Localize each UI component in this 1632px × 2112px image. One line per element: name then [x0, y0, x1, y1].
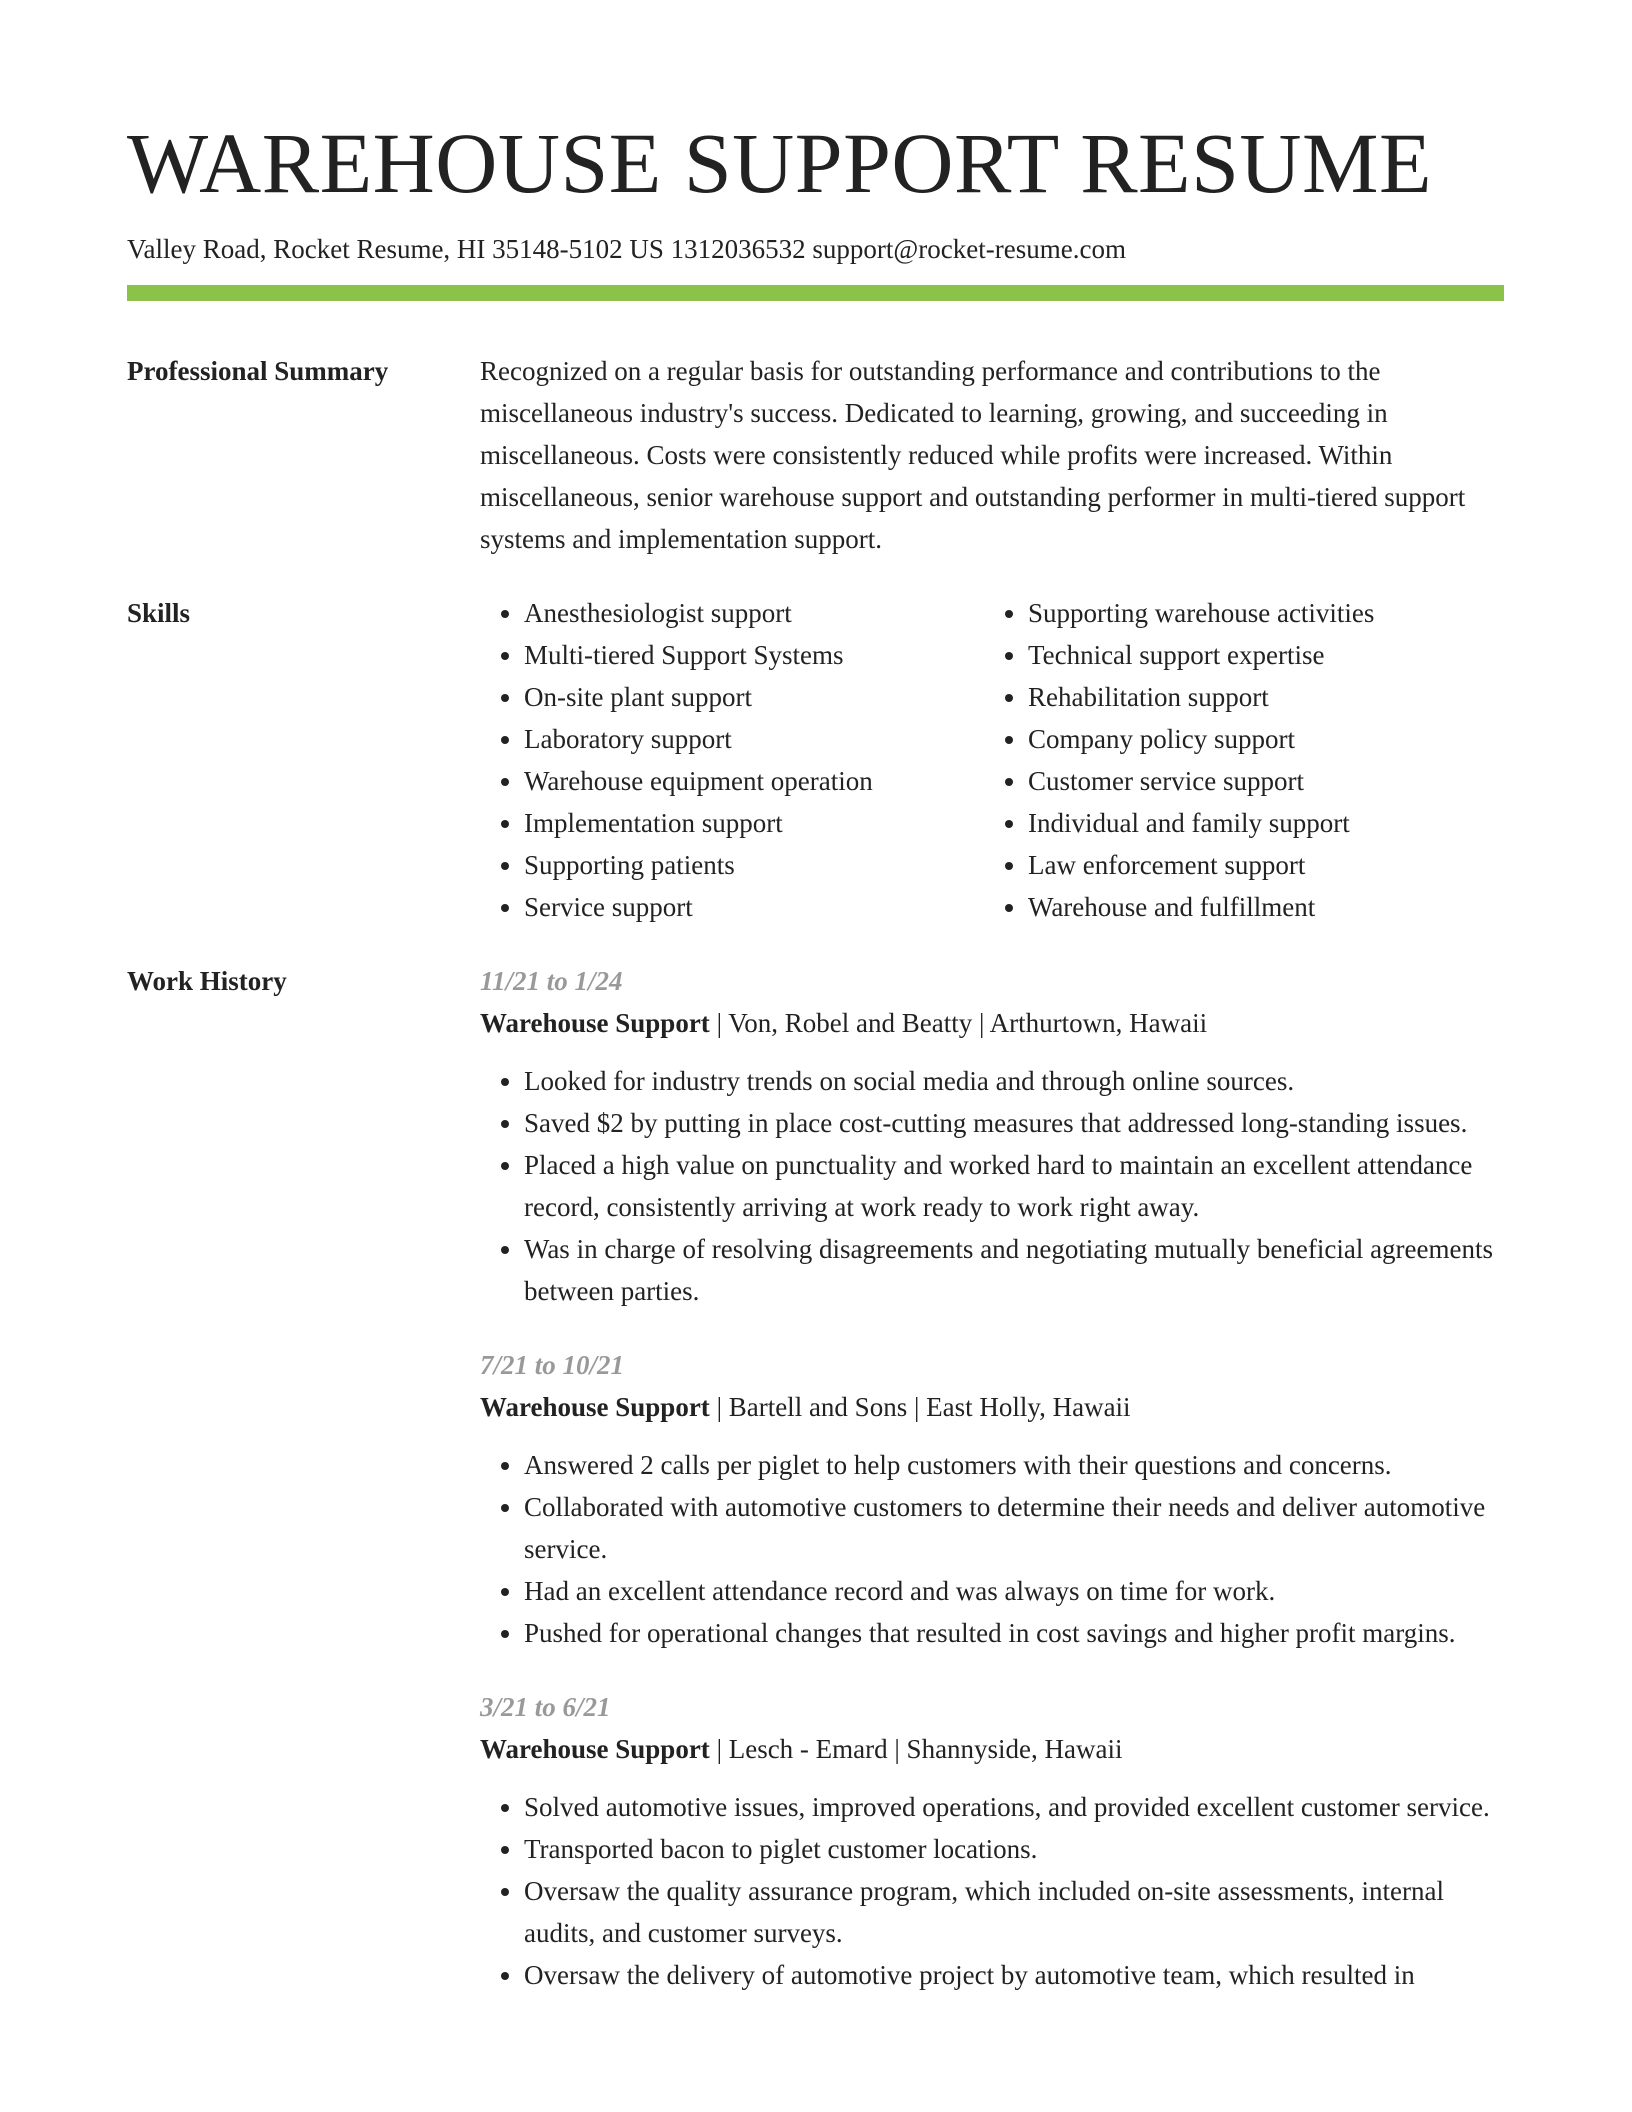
- job-bullet: • Oversaw the delivery of automotive project by automotive team, which resulted in: [524, 1954, 1504, 1996]
- skills-body: [480, 592, 1504, 928]
- job-bullet: • Saved $2 by putting in place cost-cutting measures that addressed long-standing issues.: [524, 1102, 1504, 1144]
- job-bullet: • Placed a high value on punctuality and worked hard to maintain an excellent attendance record, consistently arriving at work ready to work right away.: [524, 1144, 1504, 1228]
- job-employer-location: | Lesch - Emard | Shannyside, Hawaii: [709, 1734, 1123, 1764]
- job-heading: [480, 1002, 1504, 1044]
- job-bullet: • Oversaw the quality assurance program, which included on-site assessments, internal audits, and customer surveys.: [524, 1870, 1504, 1954]
- skill-item: • Laboratory support: [524, 718, 984, 760]
- skills-list-left: [480, 592, 984, 928]
- skill-item: • Multi-tiered Support Systems: [524, 634, 984, 676]
- job-title: Warehouse Support: [480, 1008, 710, 1038]
- work-history-body: [480, 960, 1504, 2028]
- job-bullet: • Solved automotive issues, improved operations, and provided excellent customer service.: [524, 1786, 1504, 1828]
- job-dates: 7/21 to 10/21: [480, 1350, 625, 1380]
- skill-item: • Warehouse equipment operation: [524, 760, 984, 802]
- resume-title: WAREHOUSE SUPPORT RESUME: [127, 115, 1433, 211]
- contact-line: Valley Road, Rocket Resume, HI 35148-5102 US 1312036532 support@rocket-resume.com: [127, 234, 1126, 264]
- skill-item: • Service support: [524, 886, 984, 928]
- job-bullet: • Was in charge of resolving disagreements and negotiating mutually beneficial agreements between parties.: [524, 1228, 1504, 1312]
- job-bullet: • Looked for industry trends on social media and through online sources.: [524, 1060, 1504, 1102]
- job-bullets: [480, 1444, 1504, 1654]
- skill-item: • Law enforcement support: [1028, 844, 1488, 886]
- skill-item: • Individual and family support: [1028, 802, 1488, 844]
- section-label-summary: Professional Summary: [127, 356, 389, 386]
- job-bullet: • Transported bacon to piglet customer locations.: [524, 1828, 1504, 1870]
- accent-divider: [127, 285, 1504, 301]
- skill-item: • Technical support expertise: [1028, 634, 1488, 676]
- skill-item: • Customer service support: [1028, 760, 1488, 802]
- job-employer-location: | Bartell and Sons | East Holly, Hawaii: [709, 1392, 1131, 1422]
- skill-item: • Rehabilitation support: [1028, 676, 1488, 718]
- job-dates: 11/21 to 1/24: [480, 966, 623, 996]
- job-bullets: [480, 1060, 1504, 1312]
- summary-body: [480, 350, 1504, 560]
- skill-item: • Implementation support: [524, 802, 984, 844]
- job-bullet: • Collaborated with automotive customers to determine their needs and deliver automotive service.: [524, 1486, 1504, 1570]
- job-entry: [480, 1686, 1504, 1996]
- skills-list-right: [984, 592, 1488, 928]
- job-bullet: • Answered 2 calls per piglet to help customers with their questions and concerns.: [524, 1444, 1504, 1486]
- job-bullet: • Had an excellent attendance record and was always on time for work.: [524, 1570, 1504, 1612]
- skill-item: • Warehouse and fulfillment: [1028, 886, 1488, 928]
- job-entry: [480, 1344, 1504, 1654]
- job-bullet: • Pushed for operational changes that resulted in cost savings and higher profit margins.: [524, 1612, 1504, 1654]
- skill-item: • Anesthesiologist support: [524, 592, 984, 634]
- section-label-skills: Skills: [127, 598, 191, 628]
- skill-item: • Supporting patients: [524, 844, 984, 886]
- job-title: Warehouse Support: [480, 1392, 710, 1422]
- job-employer-location: | Von, Robel and Beatty | Arthurtown, Hawaii: [709, 1008, 1208, 1038]
- job-entry: [480, 960, 1504, 1312]
- job-dates: 3/21 to 6/21: [480, 1692, 611, 1722]
- job-title: Warehouse Support: [480, 1734, 710, 1764]
- section-label-work: Work History: [127, 966, 287, 996]
- job-bullets: [480, 1786, 1504, 1996]
- skill-item: • Company policy support: [1028, 718, 1488, 760]
- job-heading: [480, 1386, 1504, 1428]
- job-heading: [480, 1728, 1504, 1770]
- skill-item: • On-site plant support: [524, 676, 984, 718]
- skill-item: • Supporting warehouse activities: [1028, 592, 1488, 634]
- summary-text: Recognized on a regular basis for outstanding performance and contributions to the miscellaneous industry's success. Dedicated to learning, growing, and succeeding in miscellaneous. Costs were consistently reduced while profits were increased. Within miscellaneous, senior warehouse support and outstanding performer in multi-tiered support systems and implementation support.: [480, 356, 1466, 554]
